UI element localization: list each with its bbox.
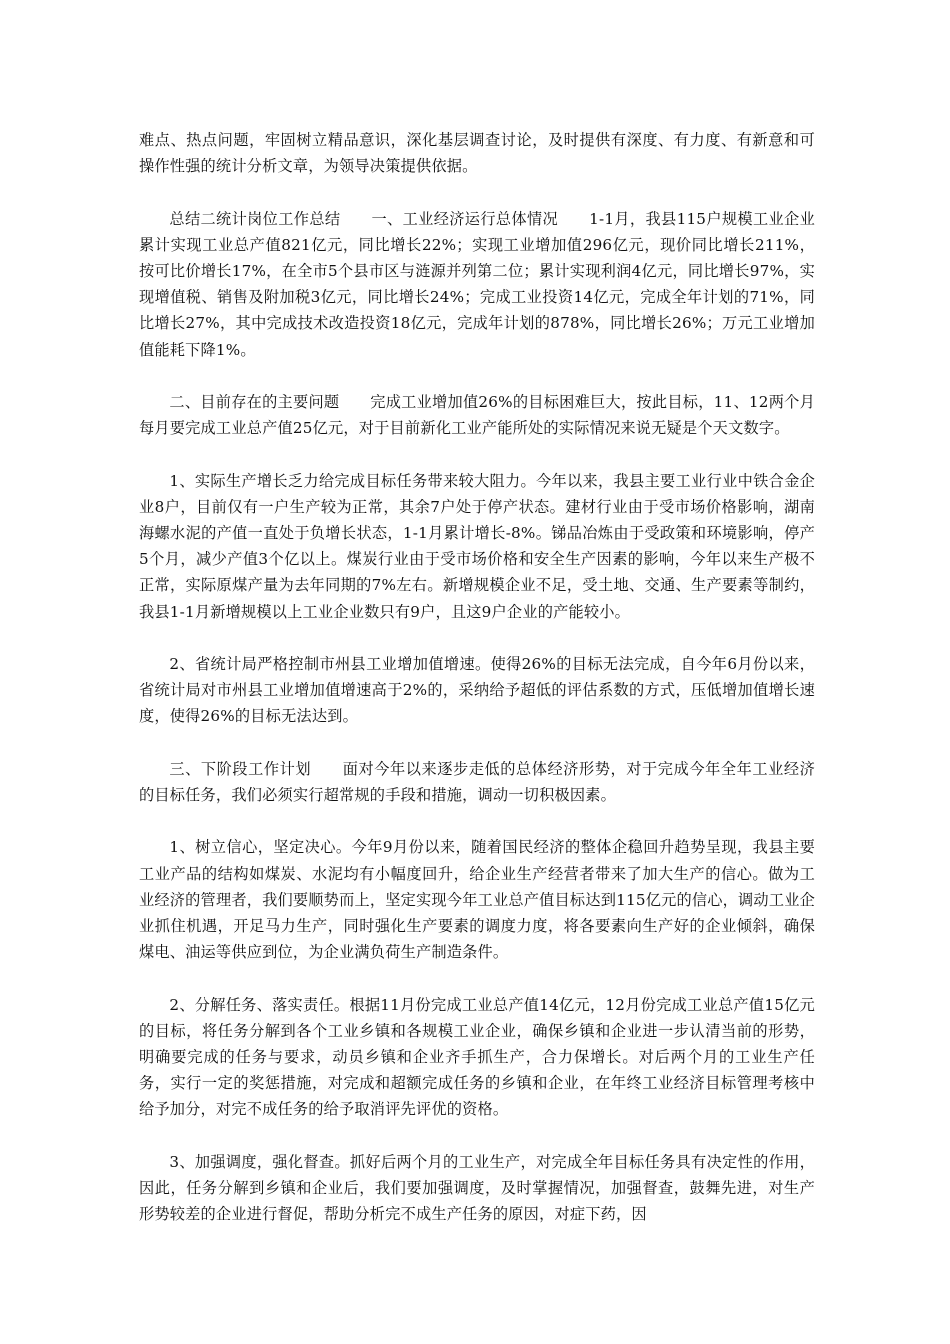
paragraph-problem-1: 1、实际生产增长乏力给完成目标任务带来较大阻力。今年以来，我县主要工业行业中铁合金企业8户，目前仅有一户生产较为正常，其余7户处于停产状态。建材行业由于受市场价格影响，湖南海螺水泥的产值一直处于负增长状态，1-1月累计增长-8%。锑品冶炼由于受政策和环境影响，停产5个月，减少产值3个亿以上。煤炭行业由于受市场价格和安全生产因素的影响，今年以来生产极不正常，实际原煤产量为去年同期的7%左右。新增规模企业不足，受土地、交通、生产要素等制约，我县1-1月新增规模以上工业企业数只有9户，且这9户企业的产能较小。 — [139, 471, 815, 621]
paragraph-plan-3: 3、加强调度，强化督查。抓好后两个月的工业生产，对完成全年目标任务具有决定性的作用，因此，任务分解到乡镇和企业后，我们要加强调度，及时掌握情况，加强督查，鼓舞先进，对生产形势较差的企业进行督促，帮助分析完不成生产任务的原因，对症下药，因 — [139, 1152, 815, 1224]
paragraph-summary-overview: 总结二统计岗位工作总结 一、工业经济运行总体情况 1-1月，我县115户规模工业企业累计实现工业总产值821亿元，同比增长22%；实现工业增加值296亿元，现价同比增长211%，按可比价增长17%，在全市5个县市区与涟源并列第二位；累计实现利润4亿元，同比增长97%，实现增值税、销售及附加税3亿元，同比增长24%；完成工业投资14亿元，完成全年计划的71%，同比增长27%，其中完成技术改造投资18亿元，完成年计划的878%，同比增长26%；万元工业增加值能耗下降1%。 — [139, 209, 815, 359]
paragraph-problem-2: 2、省统计局严格控制市州县工业增加值增速。使得26%的目标无法完成，自今年6月份以来，省统计局对市州县工业增加值增速高于2%的，采纳给予超低的评估系数的方式，压低增加值增长速度，使得26%的目标无法达到。 — [139, 655, 815, 726]
paragraph-main-problems: 二、目前存在的主要问题 完成工业增加值26%的目标困难巨大，按此目标，11、12两个月每月要完成工业总产值25亿元，对于目前新化工业产能所处的实际情况来说无疑是个天文数字。 — [139, 393, 815, 438]
paragraph-plan-2: 2、分解任务、落实责任。根据11月份完成工业总产值14亿元，12月份完成工业总产值15亿元的目标，将任务分解到各个工业乡镇和各规模工业企业，确保乡镇和企业进一步认清当前的形势，明确要完成的任务与要求，动员乡镇和企业齐手抓生产，合力保增长。对后两个月的工业生产任务，实行一定的奖惩措施，对完成和超额完成任务的乡镇和企业，在年终工业经济目标管理考核中给予加分，对完不成任务的给予取消评先评优的资格。 — [139, 995, 815, 1119]
document-page — [139, 127, 815, 1254]
paragraph-next-plan: 三、下阶段工作计划 面对今年以来逐步走低的总体经济形势，对于完成今年全年工业经济的目标任务，我们必须实行超常规的手段和措施，调动一切积极因素。 — [139, 759, 815, 804]
paragraph-plan-1: 1、树立信心，坚定决心。今年9月份以来，随着国民经济的整体企稳回升趋势呈现，我县主要工业产品的结构如煤炭、水泥均有小幅度回升，给企业生产经营者带来了加大生产的信心。做为工业经济的管理者，我们要顺势而上，坚定实现今年工业总产值目标达到115亿元的信心，调动工业企业抓住机遇，开足马力生产，同时强化生产要素的调度力度，将各要素向生产好的企业倾斜，确保煤电、油运等供应到位，为企业满负荷生产制造条件。 — [139, 838, 815, 962]
paragraph-continuation: 难点、热点问题，牢固树立精品意识，深化基层调查讨论，及时提供有深度、有力度、有新意和可操作性强的统计分析文章，为领导决策提供依据。 — [139, 131, 815, 176]
